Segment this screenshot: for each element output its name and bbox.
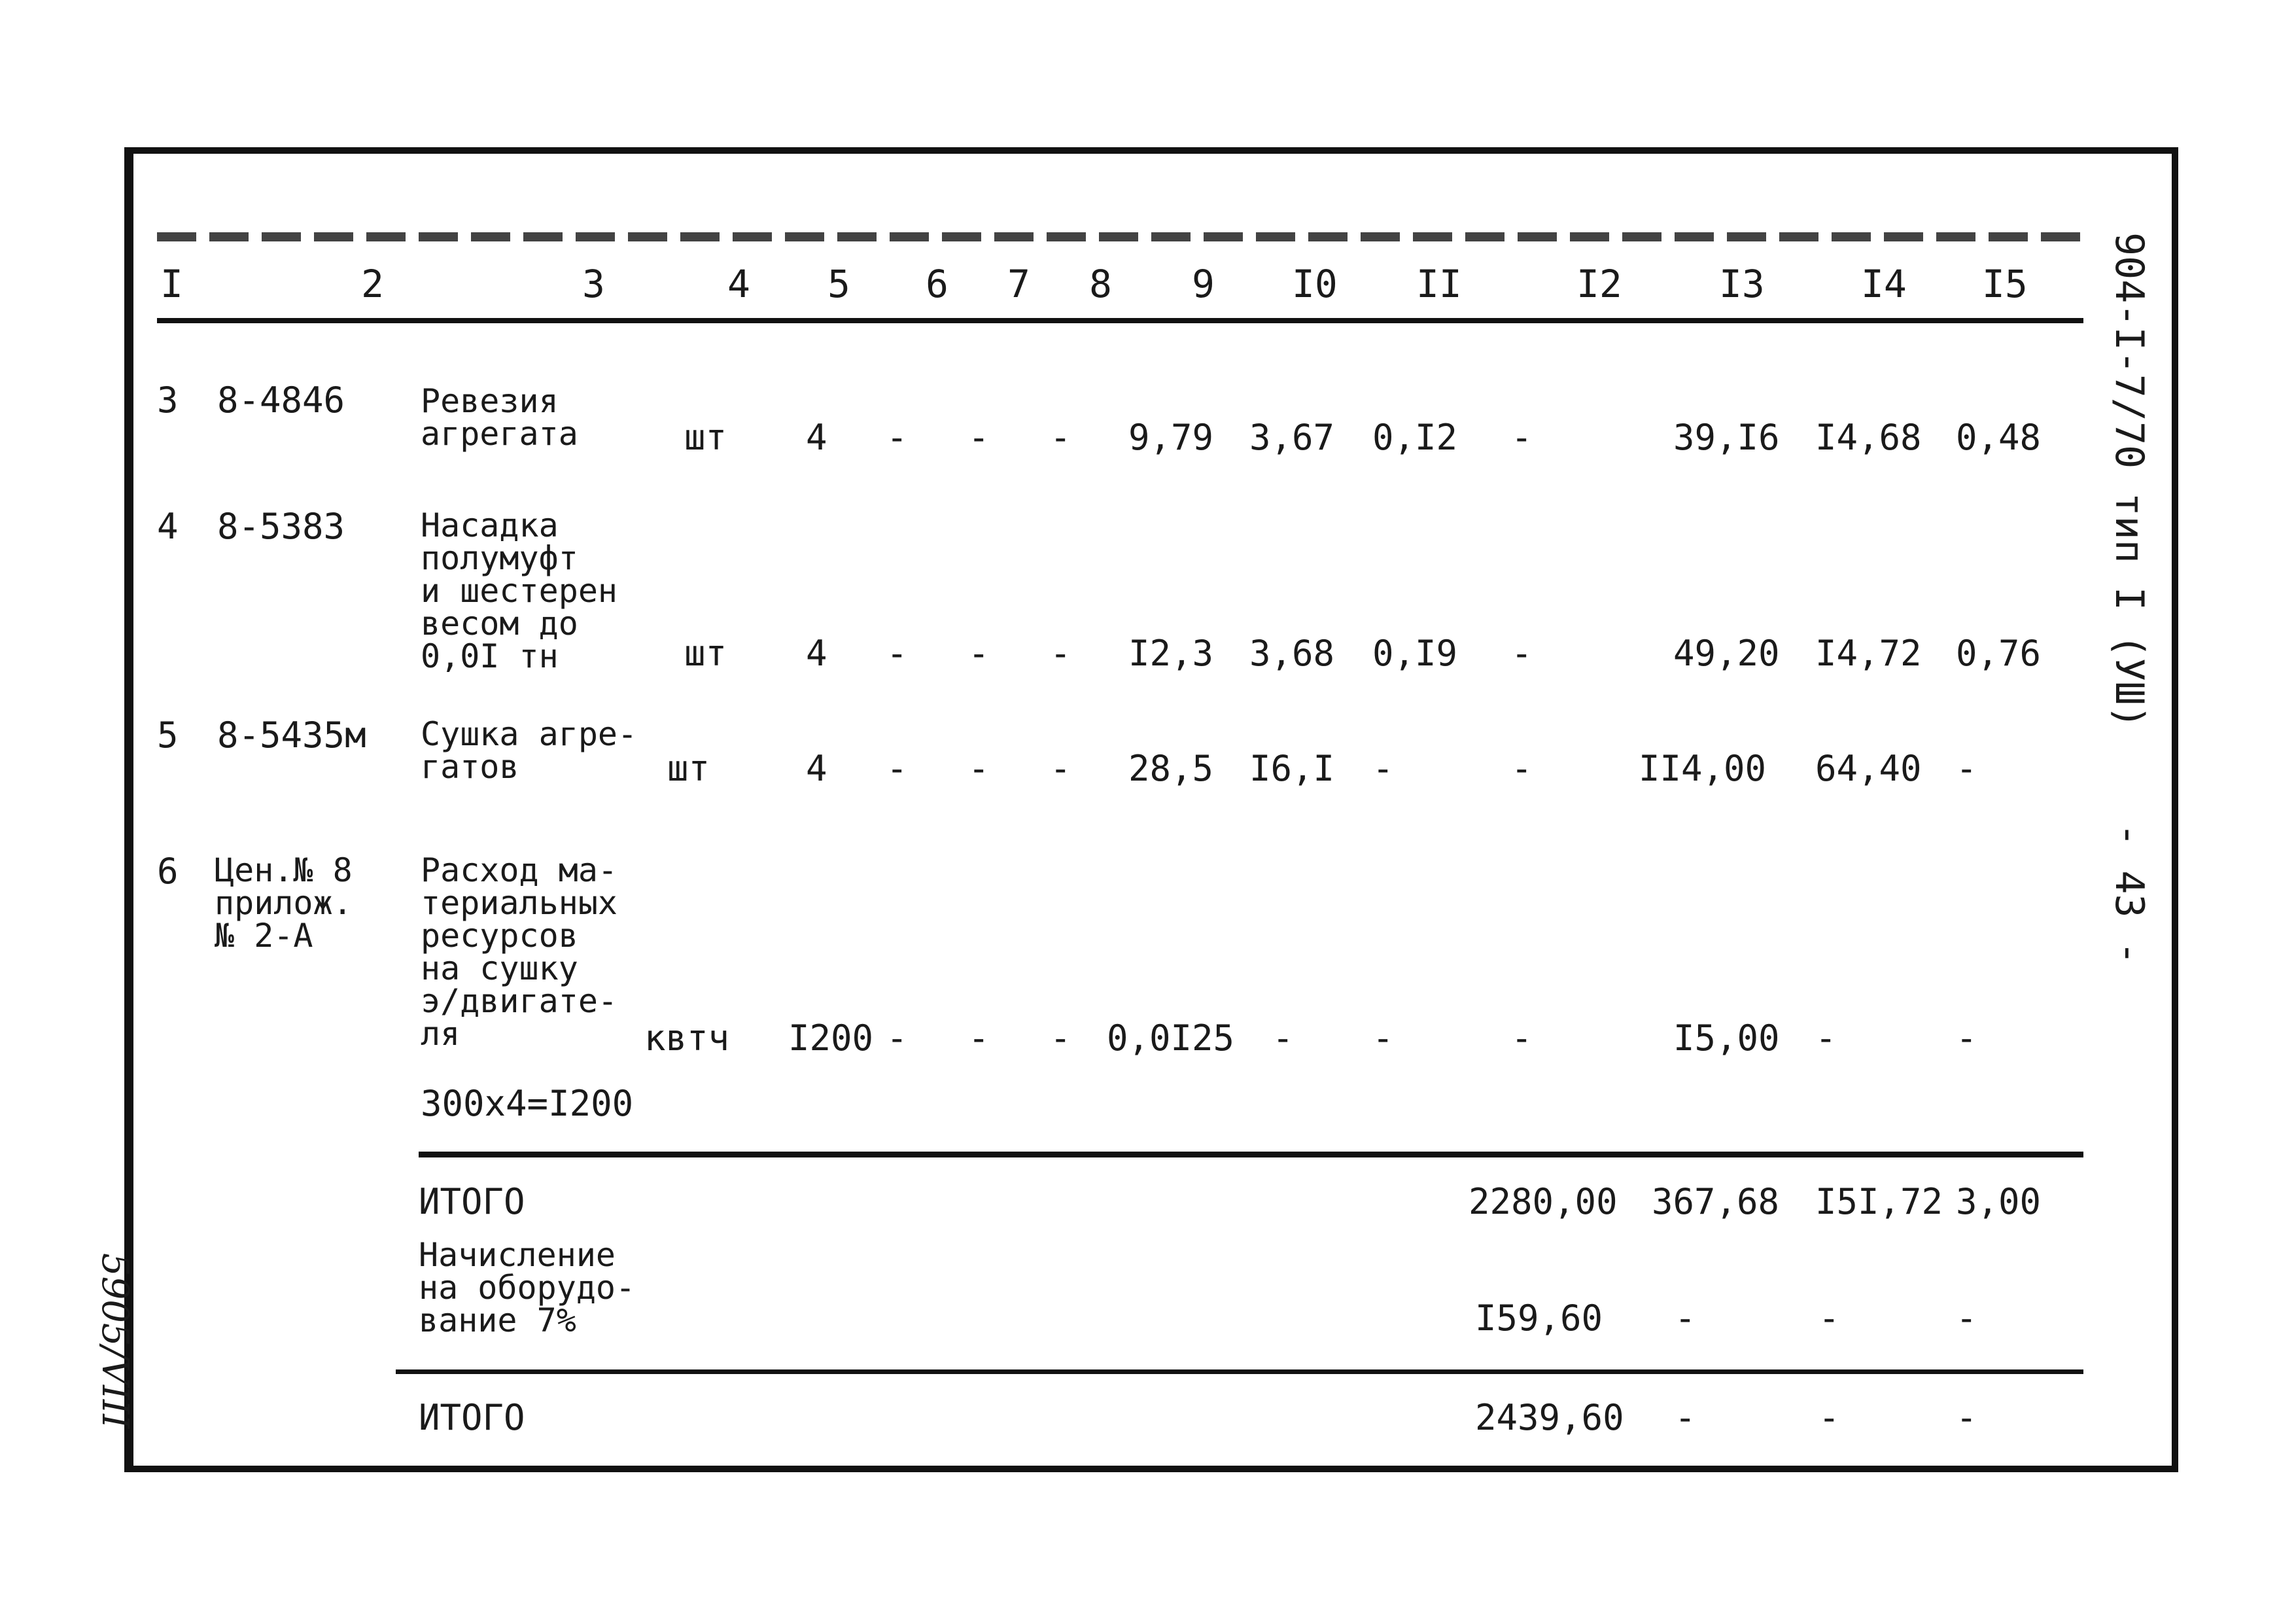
row-c15: 0,76 bbox=[1956, 633, 2042, 674]
row-unit: шт bbox=[684, 417, 727, 458]
row-code: 8-4846 bbox=[217, 380, 345, 421]
row-c9: 9,79 bbox=[1128, 417, 1214, 458]
row-c6: - bbox=[886, 1017, 908, 1059]
document-code: 904-I-7/70 тип I (УШ) bbox=[2106, 232, 2152, 729]
col-header-8: 8 bbox=[1089, 262, 1112, 306]
row-c14: I4,72 bbox=[1815, 633, 1922, 674]
row-c7: - bbox=[968, 417, 990, 458]
col-header-15: I5 bbox=[1982, 262, 2028, 306]
row-c12: - bbox=[1511, 748, 1533, 789]
row-c6: - bbox=[886, 417, 908, 458]
row-c13: I5,00 bbox=[1673, 1017, 1780, 1059]
row-c9: 28,5 bbox=[1128, 748, 1214, 789]
total-c14: - bbox=[1818, 1397, 1840, 1438]
col-header-5: 5 bbox=[827, 262, 850, 306]
row-c7: - bbox=[968, 748, 990, 789]
col-header-1: I bbox=[160, 262, 183, 306]
row-name: Насадка полумуфт и шестерен весом до 0,0I тн bbox=[421, 506, 618, 675]
row-qty: I200 bbox=[788, 1017, 874, 1059]
row-c14: - bbox=[1815, 1017, 1837, 1059]
page-number: - 43 - bbox=[2106, 823, 2152, 965]
row-c8: - bbox=[1050, 1017, 1071, 1059]
row-number: 4 bbox=[157, 506, 179, 547]
total-c12: I59,60 bbox=[1475, 1297, 1603, 1339]
total-c14: - bbox=[1818, 1297, 1840, 1339]
total-c12: 2439,60 bbox=[1475, 1397, 1624, 1438]
row-note: 300х4=I200 bbox=[421, 1083, 634, 1124]
row-name: Сушка агре- гатов bbox=[421, 715, 638, 786]
col-header-4: 4 bbox=[727, 262, 750, 306]
header-underline bbox=[157, 318, 2083, 323]
col-header-12: I2 bbox=[1576, 262, 1622, 306]
col-header-13: I3 bbox=[1719, 262, 1765, 306]
total-c15: - bbox=[1956, 1297, 1977, 1339]
row-c6: - bbox=[886, 748, 908, 789]
col-header-2: 2 bbox=[361, 262, 384, 306]
row-c9: I2,3 bbox=[1128, 633, 1214, 674]
row-qty: 4 bbox=[806, 417, 827, 458]
row-c13: 39,I6 bbox=[1673, 417, 1780, 458]
col-header-10: I0 bbox=[1292, 262, 1338, 306]
total-c12: 2280,00 bbox=[1469, 1181, 1618, 1222]
row-name: Ревезия агрегата bbox=[421, 382, 578, 453]
row-code: 8-5435м bbox=[217, 715, 366, 756]
row-c15: - bbox=[1956, 748, 1977, 789]
row-c7: - bbox=[968, 1017, 990, 1059]
row-c8: - bbox=[1050, 417, 1071, 458]
total-c13: 367,68 bbox=[1652, 1181, 1780, 1222]
col-header-6: 6 bbox=[926, 262, 948, 306]
total-c15: 3,00 bbox=[1956, 1181, 2042, 1222]
total-c13: - bbox=[1675, 1297, 1696, 1339]
row-c6: - bbox=[886, 633, 908, 674]
col-header-14: I4 bbox=[1861, 262, 1907, 306]
col-header-11: II bbox=[1416, 262, 1462, 306]
row-name: Расход ма- териальных ресурсов на сушку э/двигате- ля bbox=[421, 851, 618, 1053]
row-c15: - bbox=[1956, 1017, 1977, 1059]
row-c11: - bbox=[1372, 748, 1394, 789]
row-c8: - bbox=[1050, 633, 1071, 674]
row-c7: - bbox=[968, 633, 990, 674]
row-c14: I4,68 bbox=[1815, 417, 1922, 458]
row-unit: шт bbox=[667, 748, 710, 789]
row-c8: - bbox=[1050, 748, 1071, 789]
row-number: 5 bbox=[157, 715, 179, 756]
row-c11: - bbox=[1372, 1017, 1394, 1059]
row-unit: квтч bbox=[644, 1017, 730, 1059]
row-c12: - bbox=[1511, 1017, 1533, 1059]
row-unit: шт bbox=[684, 633, 727, 674]
total-label: ИТОГО bbox=[419, 1397, 525, 1438]
total-c15: - bbox=[1956, 1397, 1977, 1438]
row-c12: - bbox=[1511, 633, 1533, 674]
row-c15: 0,48 bbox=[1956, 417, 2042, 458]
grand-total-rule bbox=[396, 1369, 2083, 1374]
total-c14: I5I,72 bbox=[1815, 1181, 1943, 1222]
row-qty: 4 bbox=[806, 748, 827, 789]
total-c13: - bbox=[1675, 1397, 1696, 1438]
row-c13: 49,20 bbox=[1673, 633, 1780, 674]
row-c12: - bbox=[1511, 417, 1533, 458]
row-c10: 3,68 bbox=[1249, 633, 1335, 674]
row-code: 8-5383 bbox=[217, 506, 345, 547]
total-label: ИТОГО bbox=[419, 1181, 525, 1222]
row-c10: I6,I bbox=[1249, 748, 1335, 789]
row-code: Цен.№ 8 прилож. № 2-А bbox=[215, 851, 353, 955]
row-c10: - bbox=[1272, 1017, 1294, 1059]
row-c11: 0,I9 bbox=[1372, 633, 1458, 674]
col-header-7: 7 bbox=[1007, 262, 1030, 306]
col-header-9: 9 bbox=[1192, 262, 1215, 306]
totals-top-rule bbox=[419, 1152, 2083, 1157]
row-c9: 0,0I25 bbox=[1107, 1017, 1235, 1059]
row-c13: II4,00 bbox=[1639, 748, 1767, 789]
row-qty: 4 bbox=[806, 633, 827, 674]
row-c11: 0,I2 bbox=[1372, 417, 1458, 458]
row-c10: 3,67 bbox=[1249, 417, 1335, 458]
col-header-3: 3 bbox=[582, 262, 605, 306]
archive-stamp: 5905/VIII bbox=[94, 1253, 136, 1429]
header-dashed-line bbox=[157, 232, 2080, 241]
row-c14: 64,40 bbox=[1815, 748, 1922, 789]
row-number: 6 bbox=[157, 851, 179, 892]
row-number: 3 bbox=[157, 380, 179, 421]
total-label: Начисление на оборудо- вание 7% bbox=[419, 1236, 636, 1339]
